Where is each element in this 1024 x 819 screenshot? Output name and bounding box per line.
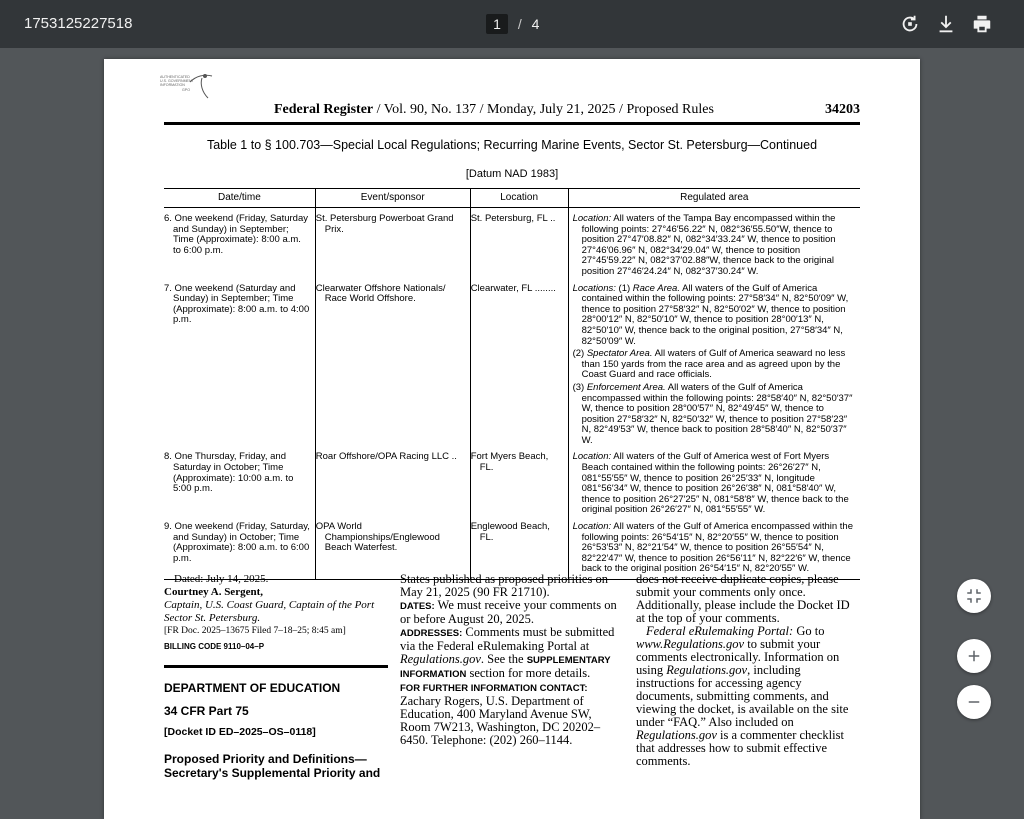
event-cell: OPA World Championships/Englewood Beach Waterfest.: [315, 520, 470, 579]
intro-text: States published as proposed priorities on May 21, 2025 (90 FR 21710).: [400, 572, 608, 599]
paragraph: does not receive duplicate copies, please submit your comments only once. Additionally, please include the Docket ID at the top of your comments.: [636, 572, 850, 625]
datetime-cell: 6. One weekend (Friday, Saturday and Sunday) in September; Time (Approximate): 8:00 a.m. to 6:00 p.m.: [164, 213, 308, 256]
area-cell: [568, 450, 860, 520]
area-text: All waters of the Gulf of America encompassed within the following points: 28°58′40″ N, 82°50′37″ W, thence to position 28°00′57″ N, 82°49′45″ W, thence to position 27°58′32″ N, 82°50′32″ W, thence to position 27°58′23″ N, 82°49′53″ W, thence back to position 28°58′40″ N, 82°50′37″ W.: [581, 381, 853, 446]
signer-name: Courtney A. Sergent,: [164, 586, 263, 598]
portal-text: Go to: [793, 624, 825, 638]
regulations-gov-link[interactable]: Regulations.gov: [636, 728, 717, 742]
area-cell: [568, 208, 860, 282]
text-column-2: [400, 573, 622, 747]
volume-date: / Vol. 90, No. 137 / Monday, July 21, 2025 / Proposed Rules: [373, 102, 714, 117]
area-label: Spectator Area.: [586, 348, 653, 360]
table-row: [164, 208, 860, 282]
table-row: [164, 450, 860, 520]
datetime-cell: 9. One weekend (Friday, Saturday, and Sunday) in October; Time (Approximate): 8:00 a.m. to 6:00 p.m.: [164, 520, 315, 579]
zoom-in-button[interactable]: [957, 639, 991, 673]
logo-line: GPO: [182, 87, 190, 92]
portal-text: , including instructions for accessing agency documents, submitting comments, and viewing the docket, is available on the site under “FAQ.” Also included on: [636, 663, 849, 729]
current-page-input[interactable]: 1: [486, 14, 508, 34]
department-heading: DEPARTMENT OF EDUCATION: [164, 681, 341, 695]
addresses-text: . See the: [480, 652, 527, 666]
dates-label: DATES:: [400, 601, 435, 612]
location-cell: Fort Myers Beach, FL.: [470, 450, 568, 520]
publication-name: Federal Register: [274, 102, 374, 117]
column-header: Date/time: [164, 189, 315, 208]
area-label: Location:: [572, 451, 612, 463]
column-header: Regulated area: [568, 189, 860, 208]
regulations-gov-link[interactable]: Regulations.gov: [666, 663, 748, 677]
area-label: Race Area.: [632, 282, 680, 294]
area-cell: [568, 520, 860, 579]
supplementary-label: SUPPLEMENTARY INFORMATION: [400, 655, 611, 680]
document-title: 1753125227518: [24, 15, 133, 32]
rotate-icon[interactable]: [899, 13, 921, 35]
regulations-gov-link[interactable]: www.Regulations.gov: [636, 637, 745, 651]
section-rule: [164, 665, 388, 668]
location-cell: St. Petersburg, FL ..: [470, 208, 568, 282]
table-row: [164, 520, 860, 579]
area-label: Location:: [572, 213, 612, 224]
area-text: All waters of Gulf of America seaward no less than 150 yards from the race area and as agreed upon by the Coast Guard and race officials.: [581, 348, 846, 381]
text-column-3: [636, 573, 858, 768]
zoom-out-button[interactable]: [957, 685, 991, 719]
page-number: 34203: [825, 102, 860, 117]
table-title: Table 1 to § 100.703—Special Local Regulations; Recurring Marine Events, Sector St. Petersburg—Continued: [206, 138, 818, 152]
dated-line: Dated: July 14, 2025.: [174, 573, 269, 585]
table-row: [164, 282, 860, 451]
location-cell: Clearwater, FL ........: [470, 282, 568, 451]
total-pages: 4: [531, 16, 540, 32]
page-separator: /: [517, 16, 522, 32]
event-cell: Clearwater Offshore Nationals/ Race World Offshore.: [315, 282, 470, 451]
area-text: All waters of the Gulf of America west of Fort Myers Beach contained within the following points: 26°26′27″ N, 081°55′55″ W, thence to position 26°25′33″ N, longitude 081°56′34″ W, thence to position 26°26′38″ N, 081°58′40″ W, thence to position 26°27′25″ N, 081°58′8″ W, thence back to the original position 26°26′27″ N, 081°55′55″ W.: [581, 451, 849, 516]
contact-text: Zachary Rogers, U.S. Department of Education, 400 Maryland Avenue SW, Room 7W213, Washington, DC 20202–6450. Telephone: (202) 260–1144.: [400, 694, 601, 747]
regulations-gov-link[interactable]: Regulations.gov: [400, 652, 481, 666]
event-cell: St. Petersburg Powerboat Grand Prix.: [315, 208, 470, 282]
area-text: All waters of the Gulf of America encompassed within the following points: 26°54′15″ N, 82°20′55″ W, thence to position 26°53′53″ N, 82°21′54″ W, thence to position 26°55′54″ N, 82°22′47″ W, thence to position 26°56′11″ N, 82°22′6″ W, thence back to the original position 26°54′15″ N, 82°20′55″ W.: [581, 521, 853, 575]
zoom-out-icon: [965, 693, 983, 711]
table-datum: [Datum NAD 1983]: [465, 168, 559, 180]
area-text: (2): [572, 348, 587, 360]
area-label: Locations:: [572, 282, 616, 294]
supplementary-text: section for more details.: [466, 666, 591, 680]
portal-text: to submit your comments electronically. Information on using: [636, 637, 840, 677]
area-text: All waters of the Gulf of America contained within the following points: 27°58′34″ N, 82°50′09″ W, thence to position 27°58′32″ N, 82°50′02″ W, thence to position 28°00′12″ N, 82°50′10″ W, thence to position 28°00′13″ N, 82°50′10″ W, thence back to the original position, 27°58′34″ N, 82°50′09″ W.: [581, 282, 849, 347]
logo-line: INFORMATION: [160, 83, 185, 88]
download-icon[interactable]: [935, 13, 957, 35]
fr-doc-line: [FR Doc. 2025–13675 Filed 7–18–25; 8:45 am]: [164, 626, 346, 636]
datetime-cell: 8. One Thursday, Friday, and Saturday in October; Time (Approximate): 10:00 a.m. to 5:00 p.m.: [164, 451, 294, 495]
billing-code: BILLING CODE 9110–04–P: [164, 642, 265, 651]
area-text: All waters of the Tampa Bay encompassed within the following points: 27°46′56.22″ N, 082°36′55.50″W, thence to position 27°47′08.82″ N, 082°34′33.24″ W, thence to position 27°46′06.96″ N, 082°34′29.04″ W, thence to position 27°45′59.22″ N, 082°37′02.88″W, thence back to the original position 27°46′24.24″ N, 082°37′30.24″ W.: [581, 213, 836, 277]
area-label: Location:: [572, 521, 612, 533]
event-cell: Roar Offshore/OPA Racing LLC ..: [315, 450, 470, 520]
docket-id: [Docket ID ED–2025–OS–0118]: [164, 726, 316, 738]
page-indicator: [486, 14, 539, 34]
area-cell: [568, 282, 860, 451]
column-header: Event/sponsor: [315, 189, 470, 208]
header-rule: [164, 122, 860, 125]
signer-title: Captain, U.S. Coast Guard, Captain of the Port Sector St. Petersburg.: [164, 599, 375, 624]
contact-label: FOR FURTHER INFORMATION CONTACT:: [400, 683, 588, 694]
addresses-text: Comments must be submitted via the Federal eRulemaking Portal at: [400, 625, 615, 653]
regulations-table: [164, 188, 860, 580]
portal-text: is a commenter checklist that addresses how to submit effective comments.: [636, 728, 844, 768]
portal-label: Federal eRulemaking Portal:: [646, 624, 794, 638]
datetime-cell: 7. One weekend (Saturday and Sunday) in September; Time (Approximate): 8:00 a.m. to 4:00 p.m.: [164, 282, 310, 326]
column-header: Location: [470, 189, 568, 208]
gpo-logo: [160, 72, 220, 102]
logo-line: U.S. GOVERNMENT: [160, 79, 194, 84]
logo-line: AUTHENTICATED: [160, 75, 190, 79]
addresses-label: ADDRESSES:: [400, 628, 463, 639]
zoom-in-icon: [965, 647, 983, 665]
fit-to-page-button[interactable]: [957, 579, 991, 613]
dates-text: We must receive your comments on or before August 20, 2025.: [400, 598, 617, 626]
area-text: (3): [572, 381, 587, 393]
fit-to-page-icon: [965, 587, 983, 605]
print-icon[interactable]: [971, 13, 993, 35]
proposal-heading: Proposed Priority and Definitions—Secretary's Supplemental Priority and: [164, 752, 381, 780]
pdf-toolbar: [0, 0, 1024, 48]
area-text: (1): [615, 282, 633, 294]
pdf-page: [104, 59, 920, 819]
text-column-1: [164, 573, 389, 780]
location-cell: Englewood Beach, FL.: [470, 520, 568, 579]
cfr-heading: 34 CFR Part 75: [164, 704, 249, 718]
area-label: Enforcement Area.: [586, 381, 666, 393]
